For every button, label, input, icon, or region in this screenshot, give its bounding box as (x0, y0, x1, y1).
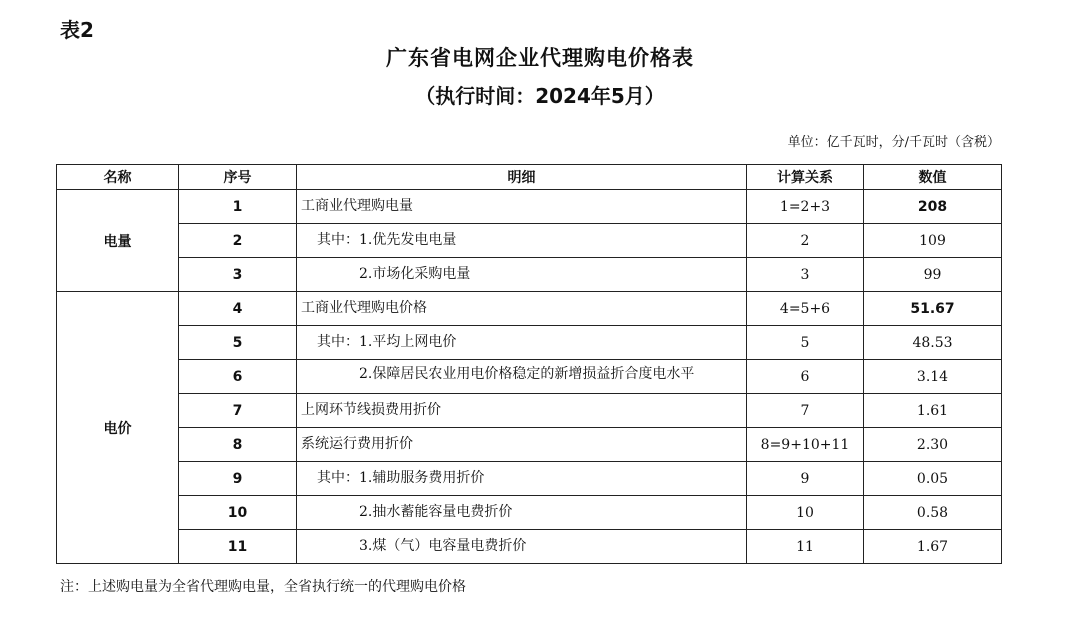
row-calc: 11 (747, 530, 864, 564)
category-energy: 电量 (57, 190, 179, 292)
table-row (57, 224, 1002, 258)
table-row (57, 530, 1002, 564)
row-value: 109 (864, 224, 1002, 258)
table-row (57, 428, 1002, 462)
row-detail: 3.煤（气）电容量电费折价 (297, 530, 747, 564)
table-row (57, 326, 1002, 360)
row-seq: 3 (179, 258, 297, 292)
column-header-seq: 序号 (179, 165, 297, 190)
row-calc: 9 (747, 462, 864, 496)
row-detail: 上网环节线损费用折价 (297, 394, 747, 428)
row-value: 51.67 (864, 292, 1002, 326)
row-calc: 2 (747, 224, 864, 258)
row-seq: 2 (179, 224, 297, 258)
row-detail: 系统运行费用折价 (297, 428, 747, 462)
table-row (57, 292, 1002, 326)
table-header-row (57, 165, 1002, 190)
row-seq: 10 (179, 496, 297, 530)
row-detail: 其中：1.优先发电电量 (297, 224, 747, 258)
row-calc: 5 (747, 326, 864, 360)
row-seq: 11 (179, 530, 297, 564)
table-row (57, 394, 1002, 428)
row-detail: 工商业代理购电量 (297, 190, 747, 224)
row-detail: 2.市场化采购电量 (297, 258, 747, 292)
row-value: 0.58 (864, 496, 1002, 530)
row-value: 3.14 (864, 360, 1002, 394)
table-row (57, 462, 1002, 496)
row-calc: 1=2+3 (747, 190, 864, 224)
row-detail: 工商业代理购电价格 (297, 292, 747, 326)
row-value: 0.05 (864, 462, 1002, 496)
page-title: 广东省电网企业代理购电价格表 (386, 46, 694, 70)
row-value: 208 (864, 190, 1002, 224)
row-value: 2.30 (864, 428, 1002, 462)
table-row (57, 360, 1002, 394)
row-detail: 其中：1.辅助服务费用折价 (297, 462, 747, 496)
column-header-name: 名称 (57, 165, 179, 190)
row-seq: 7 (179, 394, 297, 428)
row-detail: 其中：1.平均上网电价 (297, 326, 747, 360)
row-seq: 9 (179, 462, 297, 496)
column-header-value: 数值 (864, 165, 1002, 190)
row-detail: 2.保障居民农业用电价格稳定的新增损益折合度电水平 (297, 360, 747, 394)
row-value: 99 (864, 258, 1002, 292)
row-seq: 6 (179, 360, 297, 394)
unit-label: 单位：亿千瓦时，分/千瓦时（含税） (787, 135, 1000, 150)
row-value: 1.61 (864, 394, 1002, 428)
row-seq: 1 (179, 190, 297, 224)
table-row (57, 496, 1002, 530)
row-calc: 7 (747, 394, 864, 428)
table-row (57, 258, 1002, 292)
row-seq: 4 (179, 292, 297, 326)
row-calc: 4=5+6 (747, 292, 864, 326)
footnote: 注：上述购电量为全省代理购电量，全省执行统一的代理购电价格 (60, 579, 466, 595)
column-header-detail: 明细 (297, 165, 747, 190)
row-calc: 8=9+10+11 (747, 428, 864, 462)
row-value: 1.67 (864, 530, 1002, 564)
column-header-calc: 计算关系 (747, 165, 864, 190)
table-row (57, 190, 1002, 224)
row-seq: 5 (179, 326, 297, 360)
row-value: 48.53 (864, 326, 1002, 360)
row-calc: 10 (747, 496, 864, 530)
price-table (56, 164, 1002, 564)
table-label: 表2 (60, 18, 94, 42)
row-seq: 8 (179, 428, 297, 462)
row-calc: 6 (747, 360, 864, 394)
page-subtitle: （执行时间：2024年5月） (415, 84, 665, 108)
row-detail: 2.抽水蓄能容量电费折价 (297, 496, 747, 530)
row-calc: 3 (747, 258, 864, 292)
category-price: 电价 (57, 292, 179, 564)
